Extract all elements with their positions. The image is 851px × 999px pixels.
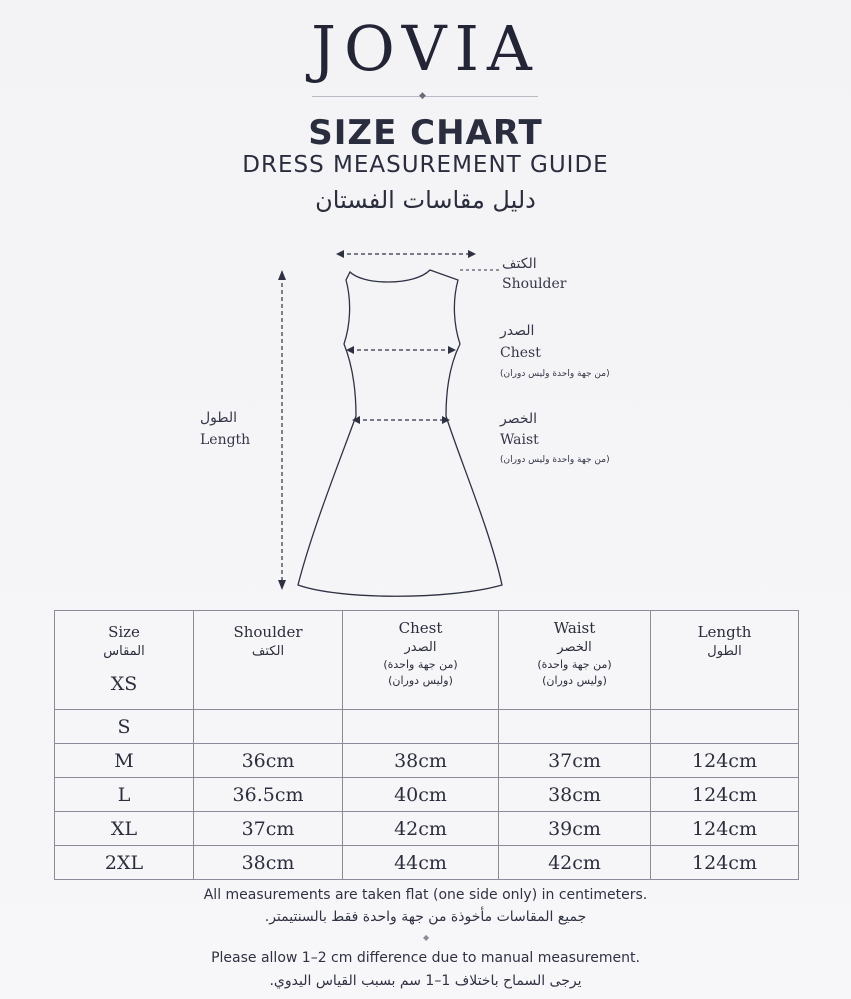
- shoulder-label-arabic: الكتف: [502, 256, 537, 272]
- footer-diamond-icon: ◆: [423, 933, 430, 942]
- header-waist: [499, 611, 651, 710]
- cell-chest: [343, 710, 499, 744]
- table-row: [55, 710, 799, 744]
- size-xs: XS: [110, 673, 138, 695]
- waist-note: (من جهة واحدة وليس دوران): [500, 455, 610, 465]
- cell-size: S: [55, 710, 194, 744]
- chest-label-arabic: الصدر: [500, 323, 535, 339]
- shoulder-label: Shoulder: [502, 276, 567, 292]
- cell-length: [651, 710, 799, 744]
- page-subtitle: DRESS MEASUREMENT GUIDE: [242, 152, 609, 178]
- chest-arrow: [346, 346, 456, 354]
- shoulder-arrow: [336, 250, 476, 258]
- footer-note-1: All measurements are taken flat (one side only) in centimeters.: [203, 887, 648, 903]
- divider-diamond-icon: ◆: [419, 91, 426, 101]
- length-label: Length: [200, 432, 251, 448]
- header-waist-note-2: (وليس دوران): [542, 674, 607, 687]
- brand-logo: JOVIA: [311, 12, 540, 85]
- cell-size: M: [55, 744, 194, 778]
- cell-length: 124cm: [651, 744, 799, 778]
- table-row: [55, 744, 799, 778]
- footer-note-2: Please allow 1–2 cm difference due to manual measurement.: [211, 950, 640, 966]
- header-chest-note-1: (من جهة واحدة): [383, 658, 458, 671]
- footer-note-1-arabic: جميع المقاسات مأخوذة من جهة واحدة فقط بالسنتيمتر.: [264, 909, 587, 925]
- table-row: [55, 812, 799, 846]
- cell-waist: 42cm: [499, 846, 651, 880]
- waist-label: Waist: [500, 432, 539, 448]
- cell-length: 124cm: [651, 778, 799, 812]
- cell-chest: 42cm: [343, 812, 499, 846]
- dress-outline: [298, 270, 502, 596]
- cell-waist: [499, 710, 651, 744]
- cell-chest: 40cm: [343, 778, 499, 812]
- page-subtitle-arabic: دليل مقاسات الفستان: [315, 186, 536, 214]
- cell-waist: 37cm: [499, 744, 651, 778]
- cell-length: 124cm: [651, 846, 799, 880]
- length-arrow: [278, 270, 286, 590]
- header-chest-label-arabic: الصدر: [404, 640, 437, 655]
- header-length: [651, 611, 799, 710]
- header-size-label-arabic: المقاس: [103, 644, 145, 659]
- header-shoulder: [194, 611, 343, 710]
- table-header-row: [55, 611, 799, 710]
- cell-chest: 44cm: [343, 846, 499, 880]
- cell-chest: 38cm: [343, 744, 499, 778]
- dress-diagram: [190, 240, 530, 600]
- cell-waist: 38cm: [499, 778, 651, 812]
- cell-size: 2XL: [55, 846, 194, 880]
- header-size: [55, 611, 194, 710]
- header-length-label-arabic: الطول: [707, 644, 742, 659]
- cell-size: XL: [55, 812, 194, 846]
- header-chest-note-2: (وليس دوران): [388, 674, 453, 687]
- header-size-label: Size: [108, 623, 140, 641]
- footer-note-2-arabic: يرجى السماح باختلاف 1–1 سم بسبب القياس اليدوي.: [269, 973, 582, 989]
- cell-shoulder: [194, 710, 343, 744]
- header-length-label: Length: [697, 623, 752, 641]
- header-shoulder-label-arabic: الكتف: [251, 644, 285, 659]
- length-label-arabic: الطول: [200, 410, 238, 426]
- chest-label: Chest: [500, 345, 541, 361]
- header-waist-label: Waist: [553, 619, 596, 637]
- header-shoulder-label: Shoulder: [233, 623, 303, 641]
- waist-label-arabic: الخصر: [500, 411, 538, 427]
- cell-shoulder: 36.5cm: [194, 778, 343, 812]
- cell-shoulder: 37cm: [194, 812, 343, 846]
- cell-shoulder: 38cm: [194, 846, 343, 880]
- table-row: [55, 846, 799, 880]
- header-waist-label-arabic: الخصر: [557, 640, 592, 655]
- header-waist-note-1: (من جهة واحدة): [537, 658, 612, 671]
- size-table: [54, 610, 799, 880]
- header-chest-label: Chest: [398, 619, 443, 637]
- table-row: [55, 778, 799, 812]
- waist-arrow: [352, 416, 450, 424]
- cell-waist: 39cm: [499, 812, 651, 846]
- page-title: SIZE CHART: [308, 113, 543, 153]
- header-chest: [343, 611, 499, 710]
- cell-length: 124cm: [651, 812, 799, 846]
- cell-shoulder: 36cm: [194, 744, 343, 778]
- cell-size: L: [55, 778, 194, 812]
- chest-note: (من جهة واحدة وليس دوران): [500, 369, 610, 379]
